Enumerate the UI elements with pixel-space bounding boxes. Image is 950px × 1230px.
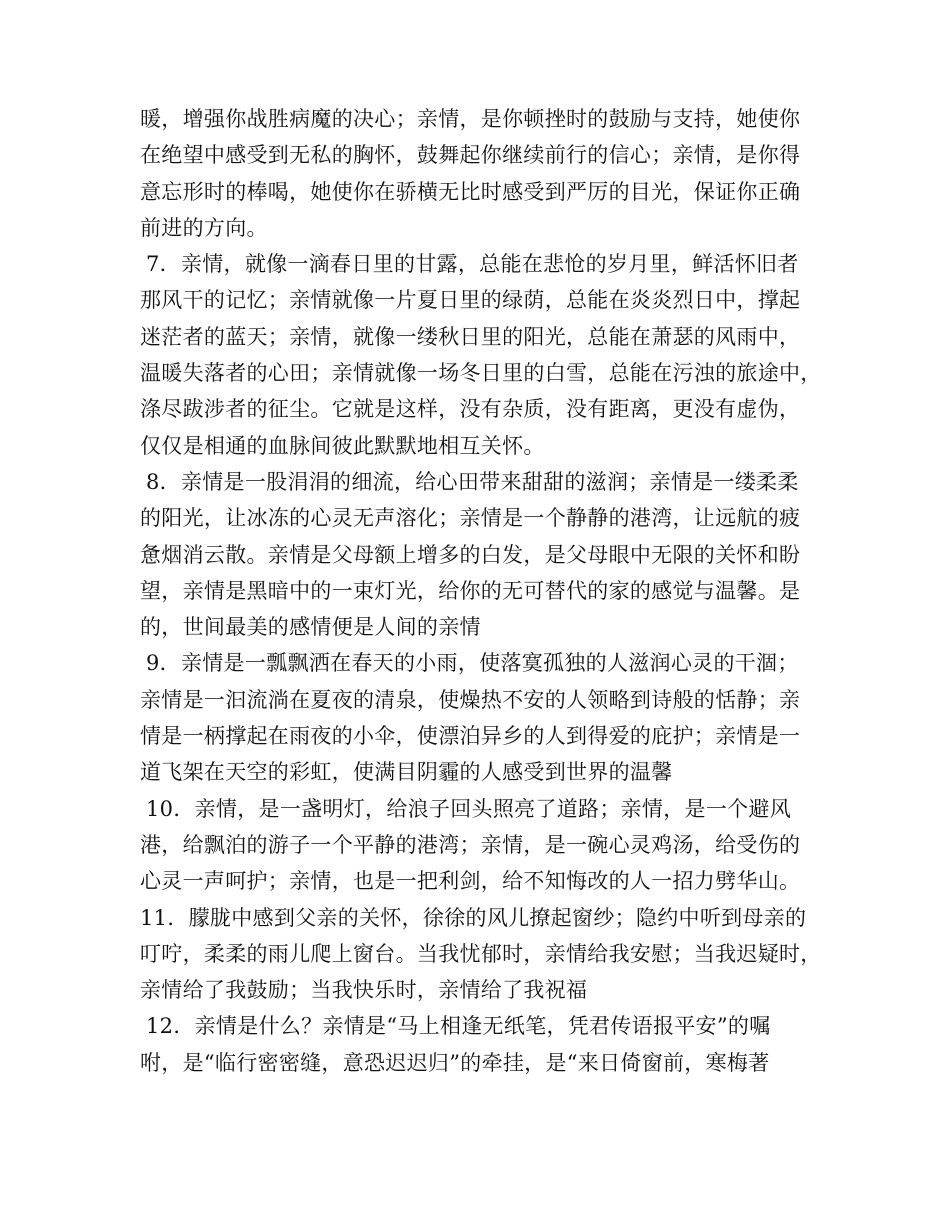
text-line: 前进的方向。 — [140, 215, 268, 240]
text-line: 迷茫者的蓝天；亲情，就像一缕秋日里的阳光，总能在萧瑟的风雨中， — [140, 324, 801, 349]
text-line: 的，世间最美的感情便是人间的亲情 — [140, 615, 481, 640]
text-line: 亲情是一汩流淌在夏夜的清泉，使燥热不安的人领略到诗般的恬静；亲 — [140, 687, 801, 712]
text-line: 惫烟消云散。亲情是父母额上增多的白发，是父母眼中无限的关怀和盼 — [140, 542, 801, 567]
paragraph-11-start: 11．朦胧中感到父亲的关怀，徐徐的风儿撩起窗纱；隐约中听到母亲的 — [140, 905, 807, 930]
paragraph-9-start: 9．亲情是一瓢飘洒在春天的小雨，使落寞孤独的人滋润心灵的干涸； — [146, 651, 799, 676]
paragraph-8-start: 8．亲情是一股涓涓的细流，给心田带来甜甜的滋润；亲情是一缕柔柔 — [146, 469, 799, 494]
text-line: 涤尽跋涉者的征尘。它就是这样，没有杂质，没有距离，更没有虚伪， — [140, 397, 801, 422]
text-line: 心灵一声呵护；亲情，也是一把利剑，给不知悔改的人一招力劈华山。 — [140, 869, 801, 894]
text-line: 叮咛，柔柔的雨儿爬上窗台。当我忧郁时，亲情给我安慰；当我迟疑时， — [140, 941, 822, 966]
document-body — [140, 101, 830, 1081]
text-line: 那风干的记忆；亲情就像一片夏日里的绿荫，总能在炎炎烈日中，撑起 — [140, 288, 801, 313]
text-line: 港，给飘泊的游子一个平静的港湾；亲情，是一碗心灵鸡汤，给受伤的 — [140, 832, 801, 857]
text-line: 望，亲情是黑暗中的一束灯光，给你的无可替代的家的感觉与温馨。是 — [140, 578, 801, 603]
text-line: 道飞架在天空的彩虹，使满目阴霾的人感受到世界的温馨 — [140, 760, 673, 785]
paragraph-12-start: 12．亲情是什么？亲情是“马上相逢无纸笔，凭君传语报平安”的嘱 — [146, 1014, 771, 1039]
text-line: 的阳光，让冰冻的心灵无声溶化；亲情是一个静静的港湾，让远航的疲 — [140, 506, 801, 531]
paragraph-10-start: 10．亲情，是一盏明灯，给浪子回头照亮了道路；亲情，是一个避风 — [146, 796, 792, 821]
paragraph-7-start: 7．亲情，就像一滴春日里的甘露，总能在悲怆的岁月里，鲜活怀旧者 — [146, 252, 799, 277]
text-line: 意忘形时的棒喝，她使你在骄横无比时感受到严厉的目光，保证你正确 — [140, 179, 801, 204]
text-line: 温暖失落者的心田；亲情就像一场冬日里的白雪，总能在污浊的旅途中， — [140, 361, 822, 386]
text-line: 暖，增强你战胜病魔的决心；亲情，是你顿挫时的鼓励与支持，她使你 — [140, 107, 801, 131]
text-line: 仅仅是相通的血脉间彼此默默地相互关怀。 — [140, 433, 545, 458]
text-line: 咐，是“临行密密缝，意恐迟迟归”的牵挂，是“来日倚窗前，寒梅著 — [140, 1050, 770, 1075]
text-line: 情是一柄撑起在雨夜的小伞，使漂泊异乡的人到得爱的庇护；亲情是一 — [140, 724, 801, 749]
text-line: 在绝望中感受到无私的胸怀，鼓舞起你继续前行的信心；亲情，是你得 — [140, 143, 801, 168]
text-line: 亲情给了我鼓励；当我快乐时，亲情给了我祝福 — [140, 978, 588, 1003]
